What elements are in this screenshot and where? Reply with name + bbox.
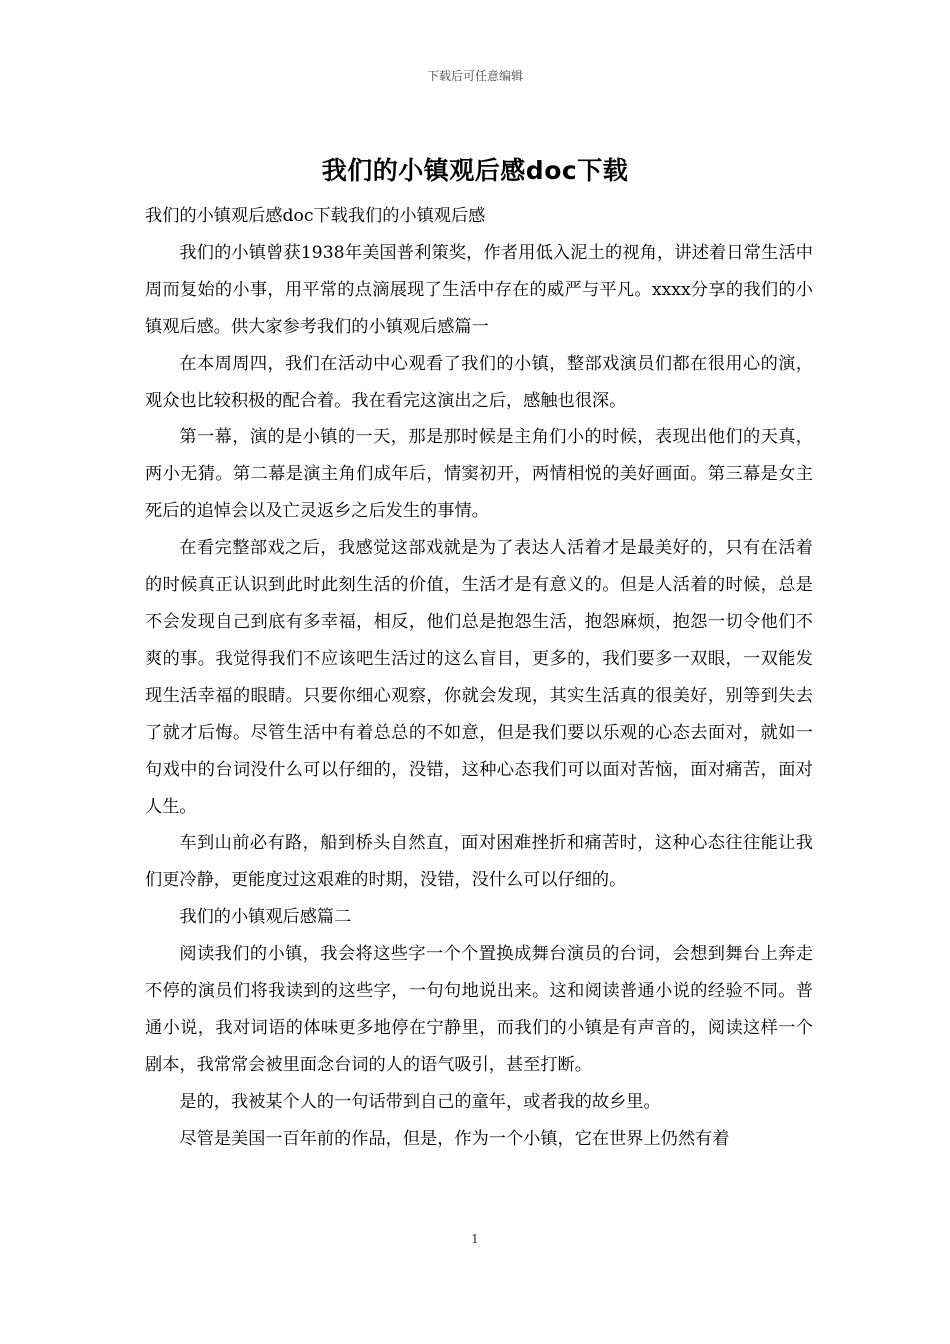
document-body bbox=[145, 198, 813, 1158]
paragraph: 我们的小镇曾获1938年美国普利策奖，作者用低入泥土的视角，讲述着日常生活中周而复始的小事，用平常的点滴展现了生活中存在的威严与平凡。xxxx分享的我们的小镇观后感。供大家参考我们的小镇观后感篇一 bbox=[145, 242, 813, 337]
paragraph: 尽管是美国一百年前的作品，但是，作为一个小镇，它在世界上仍然有着 bbox=[179, 1128, 730, 1149]
paragraph: 在看完整部戏之后，我感觉这部戏就是为了表达人活着才是最美好的，只有在活着的时候真正认识到此时此刻生活的价值，生活才是有意义的。但是人活着的时候，总是不会发现自己到底有多幸福，相反，他们总是抱怨生活，抱怨麻烦，抱怨一切令他们不爽的事。我觉得我们不应该吧生活过的这么盲目，更多的，我们要多一双眼，一双能发现生活幸福的眼睛。只要你细心观察，你就会发现，其实生活真的很美好，别等到失去了就才后悔。尽管生活中有着总总的不如意，但是我们要以乐观的心态去面对，就如一句戏中的台词没什么可以仔细的，没错，这种心态我们可以面对苦恼，面对痛苦，面对人生。 bbox=[145, 538, 813, 817]
paragraph: 是的，我被某个人的一句话带到自己的童年，或者我的故乡里。 bbox=[179, 1091, 661, 1112]
section-heading: 我们的小镇观后感篇二 bbox=[179, 907, 352, 928]
paragraph: 我们的小镇观后感doc下载我们的小镇观后感 bbox=[145, 206, 486, 226]
page-header: 下载后可任意编辑 bbox=[426, 69, 523, 83]
paragraph: 阅读我们的小镇，我会将这些字一个个置换成舞台演员的台词，会想到舞台上奔走不停的演员们将我读到的这些字，一句句地说出来。这和阅读普通小说的经验不同。普通小说，我对词语的体味更多地停在宁静里，而我们的小镇是有声音的，阅读这样一个剧本，我常常会被里面念台词的人的语气吸引，甚至打断。 bbox=[145, 944, 813, 1075]
document-title: 我们的小镇观后感doc下载 bbox=[321, 156, 629, 185]
paragraph: 在本周周四，我们在活动中心观看了我们的小镇，整部戏演员们都在很用心的演，观众也比较积极的配合着。我在看完这演出之后，感触也很深。 bbox=[145, 353, 813, 411]
page-number: 1 bbox=[471, 1232, 479, 1246]
paragraph: 车到山前必有路，船到桥头自然直，面对困难挫折和痛苦时，这种心态往往能让我们更冷静，更能度过这艰难的时期，没错，没什么可以仔细的。 bbox=[145, 833, 813, 891]
paragraph: 第一幕，演的是小镇的一天，那是那时候是主角们小的时候，表现出他们的天真，两小无猜。第二幕是演主角们成年后，情窦初开，两情相悦的美好画面。第三幕是女主死后的追悼会以及亡灵返乡之后发生的事情。 bbox=[145, 427, 813, 522]
